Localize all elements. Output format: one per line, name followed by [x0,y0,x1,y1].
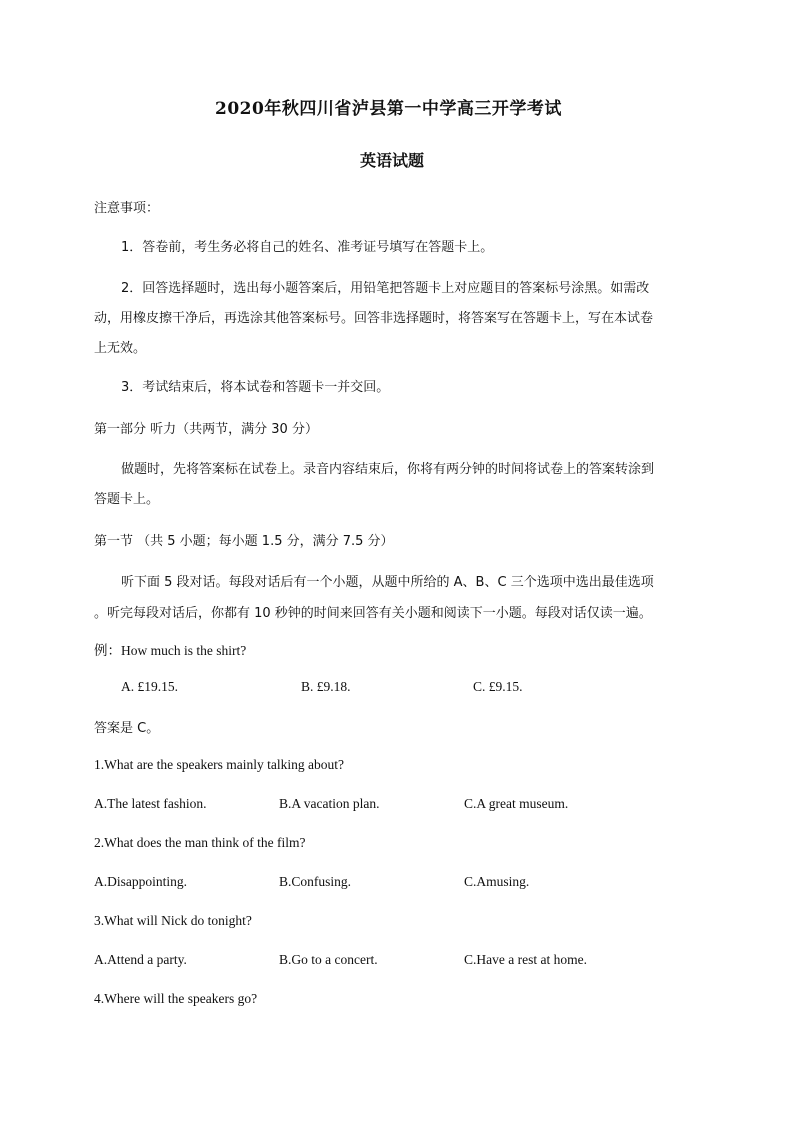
notice-item-2-line-3: 上无效。 [94,341,147,356]
question-1-option-a: A.The latest fashion. [94,796,207,811]
question-3-option-c: C.Have a rest at home. [464,952,587,967]
example-option-a: A. £19.15. [121,679,178,694]
notice-item-2-line-1: 2．回答选择题时，选出每小题答案后，用铅笔把答题卡上对应题目的答案标号涂黑。如需改 [121,281,650,296]
question-1-option-c: C.A great museum. [464,796,569,811]
question-1-option-b: B.A vacation plan. [279,796,380,811]
question-2-option-b: B.Confusing. [279,874,352,889]
part1-intro-line-2: 答题卡上。 [94,492,160,507]
part1-intro-line-1: 做题时，先将答案标在试卷上。录音内容结束后，你将有两分钟的时间将试卷上的答案转涂到 [121,462,655,477]
question-3-option-b: B.Go to a concert. [279,952,378,967]
notice-heading: 注意事项： [94,201,160,216]
question-2: 2.What does the man think of the film? [94,835,306,850]
notice-item-2-line-2: 动，用橡皮擦干净后，再选涂其他答案标号。回答非选择题时，将答案写在答题卡上，写在本试卷 [94,311,654,326]
part1-heading: 第一部分 听力（共两节，满分 30 分） [94,422,318,437]
question-3: 3.What will Nick do tonight? [94,913,252,928]
notice-item-1: 1．答卷前，考生务必将自己的姓名、准考证号填写在答题卡上。 [121,240,494,255]
section1-intro-line-2: 。听完每段对话后，你都有 10 秒钟的时间来回答有关小题和阅读下一小题。每段对话仅读一遍。 [94,606,652,621]
section1-intro-line-1: 听下面 5 段对话。每段对话后有一个小题，从题中所给的 A、B、C 三个选项中选出最佳选项 [121,575,654,590]
example-answer: 答案是 C。 [94,721,160,736]
question-3-option-a: A.Attend a party. [94,952,187,967]
example-question: 例：How much is the shirt? [94,643,247,658]
section1-heading: 第一节 （共 5 小题；每小题 1.5 分，满分 7.5 分） [94,534,394,549]
question-2-option-a: A.Disappointing. [94,874,187,889]
question-2-option-c: C.Amusing. [464,874,530,889]
question-4: 4.Where will the speakers go? [94,991,258,1006]
example-option-c: C. £9.15. [473,679,523,694]
example-option-b: B. £9.18. [301,679,351,694]
question-1: 1.What are the speakers mainly talking about? [94,757,345,772]
exam-title: 2020年秋四川省泸县第一中学高三开学考试 [215,99,562,119]
notice-item-3: 3．考试结束后，将本试卷和答题卡一并交回。 [121,380,390,395]
exam-subtitle: 英语试题 [360,151,425,170]
